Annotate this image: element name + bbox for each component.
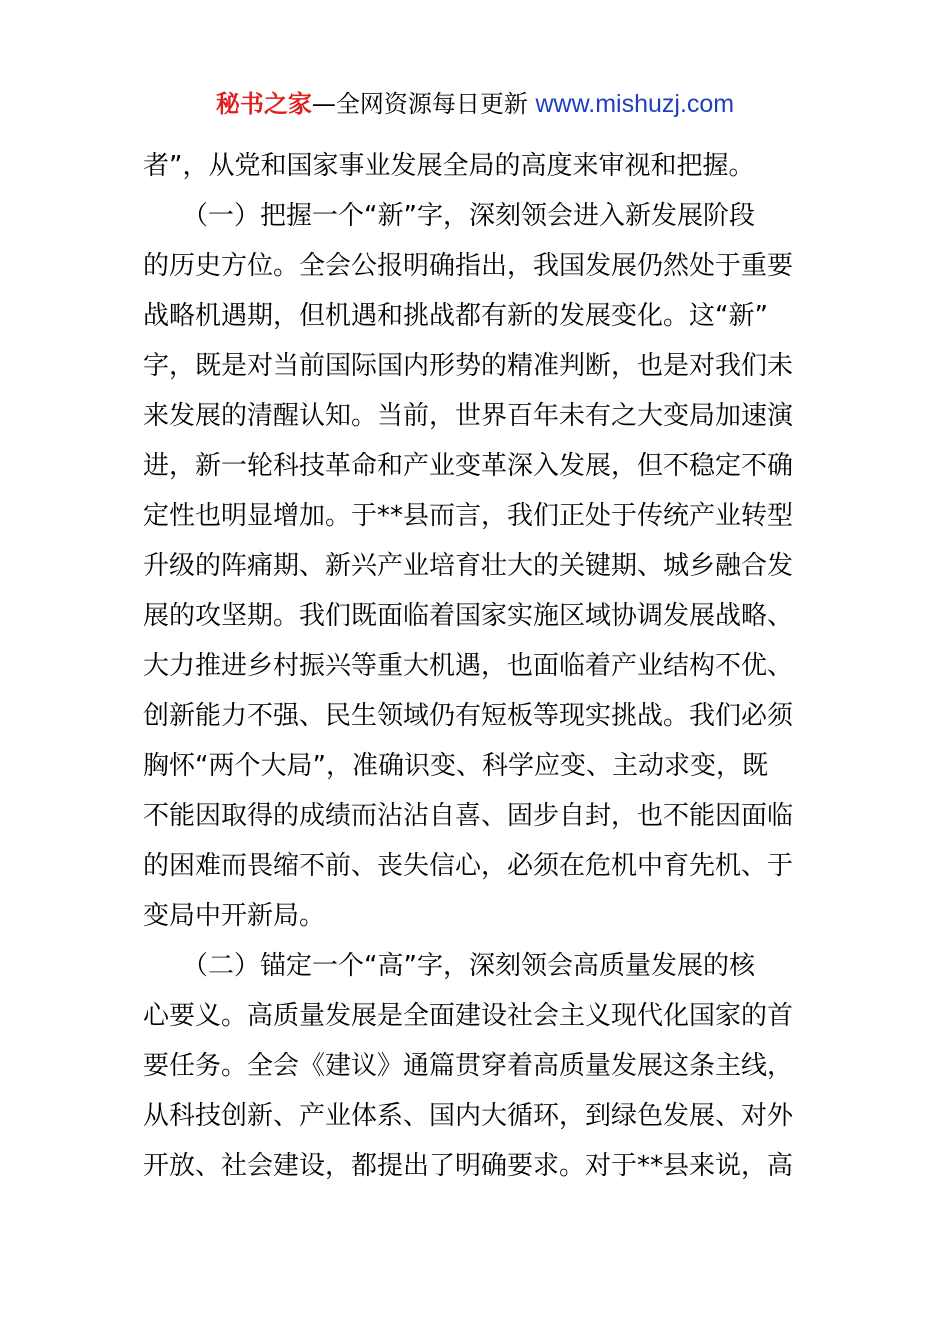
text-line: 的困难而畏缩不前、丧失信心，必须在危机中育先机、于	[143, 851, 794, 881]
text-line: 的历史方位。全会公报明确指出，我国发展仍然处于重要	[143, 251, 794, 281]
text-line: 展的攻坚期。我们既面临着国家实施区域协调发展战略、	[143, 601, 794, 631]
text-line: 变局中开新局。	[143, 901, 326, 931]
text-line: 者”，从党和国家事业发展全局的高度来审视和把握。	[143, 151, 755, 181]
text-line: 要任务。全会《建议》通篇贯穿着高质量发展这条主线，	[143, 1051, 794, 1081]
site-tagline: —全网资源每日更新	[311, 90, 536, 118]
text-line: 字，既是对当前国际国内形势的精准判断，也是对我们未	[143, 351, 794, 381]
text-line: 战略机遇期，但机遇和挑战都有新的发展变化。这“新”	[143, 301, 768, 331]
text-line: 大力推进乡村振兴等重大机遇，也面临着产业结构不优、	[143, 651, 794, 681]
text-line: 定性也明显增加。于**县而言，我们正处于传统产业转型	[143, 501, 794, 531]
document-body	[143, 146, 813, 1196]
site-header	[0, 88, 950, 120]
text-line: 开放、社会建设，都提出了明确要求。对于**县来说，高	[143, 1151, 794, 1181]
site-brand: 秘书之家	[215, 90, 312, 118]
text-line: 进，新一轮科技革命和产业变革深入发展，但不稳定不确	[143, 451, 794, 481]
text-line: 从科技创新、产业体系、国内大循环，到绿色发展、对外	[143, 1101, 794, 1131]
text-line: 来发展的清醒认知。当前，世界百年未有之大变局加速演	[143, 401, 794, 431]
text-line: 创新能力不强、民生领域仍有短板等现实挑战。我们必须	[143, 701, 794, 731]
site-url-link[interactable]: www.mishuzj.com	[535, 90, 735, 118]
text-line: 胸怀“两个大局”，准确识变、科学应变、主动求变，既	[143, 751, 768, 781]
text-line: （二）锚定一个“高”字，深刻领会高质量发展的核	[143, 951, 755, 981]
text-line: 升级的阵痛期、新兴产业培育壮大的关键期、城乡融合发	[143, 551, 794, 581]
text-line: 心要义。高质量发展是全面建设社会主义现代化国家的首	[143, 1001, 794, 1031]
text-line: （一）把握一个“新”字，深刻领会进入新发展阶段	[143, 201, 755, 231]
text-line: 不能因取得的成绩而沾沾自喜、固步自封，也不能因面临	[143, 801, 794, 831]
